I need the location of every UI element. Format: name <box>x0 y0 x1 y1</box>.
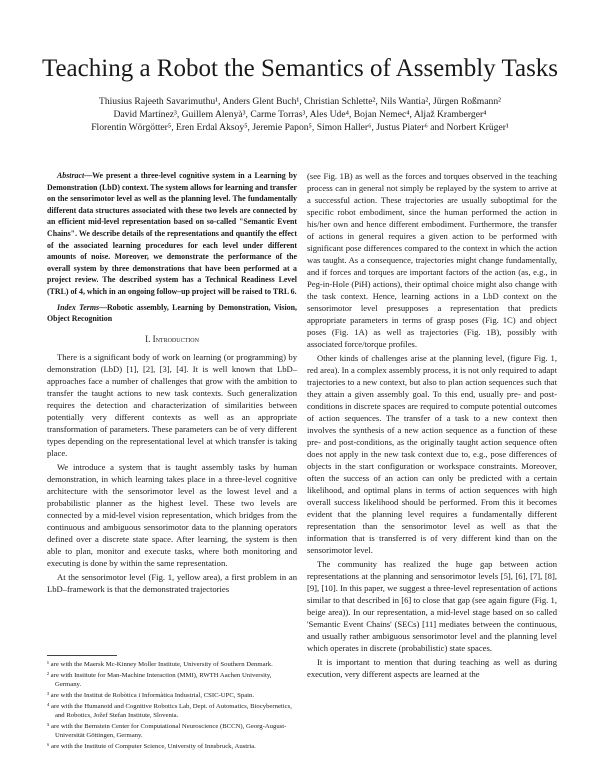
section-heading: I. Introduction <box>145 333 199 344</box>
author-line: Florentin Wörgötter⁵, Eren Erdal Aksoy⁵, Jeremie Papon⁵, Simon Haller⁶, Justus Piater⁶ and Norbert Krüger¹ <box>91 122 509 133</box>
footnote: ⁵ are with the Bernstein Center for Computational Neuroscience (BCCN), Georg-August-Universität Göttingen, Germany. <box>47 723 287 739</box>
author-line: David Martínez³, Guillem Alenyà³, Carme Torras³, Ales Ude⁴, Bojan Nemec⁴, Aljaž Kramberger⁴ <box>113 109 487 120</box>
paragraph: At the sensorimotor level (Fig. 1, yellow area), a first problem in an LbD–framework is that the demonstrated trajectories <box>47 571 297 594</box>
footnote: ¹ are with the Maersk Mc-Kinney Moller Institute, University of Southern Denmark. <box>47 661 273 668</box>
paragraph: There is a significant body of work on learning (or programming) by demonstration (LbD) [1], [2], [3], [4]. It is well known that LbD–approaches face a number of challenges that grow with the ambition to transfer the taught actions to new task contexts. Such generalization requires the detection and characterization of similarities between potentially very different contexts as well as an appropriate transformation of parameters. These parameters can be of very different types depending on the representational level at which transfer is taking place. <box>47 351 297 458</box>
paragraph: We introduce a system that is taught assembly tasks by human demonstration, in which learning takes place in a three-level cognitive architecture with the sensorimotor level as the lowest level and a probabilistic planner as the highest level. These two levels are connected by a mid-level vision representation, which bridges from the continuous and ambiguous sensorimotor data to the planning operators defined over a discrete state space. After learning, the system is then able to plan, monitor and execute tasks, where both monitoring and executing is done by within the same representation. <box>47 461 297 568</box>
paragraph: It is important to mention that during teaching as well as during execution, very different aspects are learned at the <box>307 657 557 679</box>
index-terms-label: Index Terms <box>57 302 100 312</box>
author-line: Thiusius Rajeeth Savarimuthu¹, Anders Glent Buch¹, Christian Schlette², Nils Wantia², Jürgen Roßmann² <box>98 96 502 107</box>
right-column <box>307 170 557 682</box>
left-column <box>47 170 297 597</box>
footnote: ⁴ are with the Humanoid and Cognitive Robotics Lab, Dept. of Automatics, Biocybernetics, and Robotics, Jožef Stefan Institute, Slovenia. <box>47 703 292 719</box>
paragraph: The community has realized the huge gap between action representations at the planning and sensorimotor levels [5], [6], [7], [8], [9], [10]. In this paper, we suggest a three-level representation of actions similar to that described in [6] to close that gap (see again figure (Fig. 1, beige area)). In our representation, a mid-level stage based on so called 'Semantic Event Chains' (SECs) [11] mediates between the continuous, and usually rather ambiguous sensorimotor level and the planning level which operates in discrete (probabilistic) state spaces. <box>307 559 557 653</box>
footnote: ⁶ are with the Institute of Computer Science, University of Innsbruck, Austria. <box>47 743 256 750</box>
footnotes <box>47 655 297 753</box>
abstract-label: Abstract <box>57 171 85 180</box>
footnote-rule <box>47 655 117 656</box>
footnote: ³ are with the Institut de Robòtica i Informàtica Industrial, CSIC-UPC, Spain. <box>47 692 255 699</box>
paragraph: (see Fig. 1B) as well as the forces and torques observed in the teaching process can in general not simply be replayed by the system to arrive at a successful action. These trajectories are usually suboptimal for the specific robot embodiment, since the human performed the action in his/her own and hence different embodiment. Furthermore, the transfer of actions in general requires a given action to be performed with significant pose differences compared to the context in which the action was taught. As a consequence, trajectories might change fundamentally, and if forces and torques are important factors of the action (as, e.g., in Peg-in-Hole (PiH) actions), their optimal choice might also change with the task context. Hence, learning actions in a LbD context on the sensorimotor level presupposes a representation that predicts appropriate parameters in terms of grasp poses (Fig. 1C) and object poses (Fig. 1A) as well as trajectories (Fig. 1B), possibly with associated force/torque profiles. <box>307 171 557 349</box>
footnote: ² are with Institute for Man-Machine Interaction (MMI), RWTH Aachen University, Germany. <box>47 672 272 688</box>
abstract-text: —We present a three-level cognitive system in a Learning by Demonstration (LbD) context. The system allows for learning and transfer on the sensorimotor level as well as the planning level. The fundamentally different data structures associated with these two levels are connected by an efficient mid-level representation based on so-called "Semantic Event Chains". We describe details of the representations and quantify the effect of the associated learning procedures for each level under different amounts of noise. Moreover, we demonstrate the performance of the overall system by three demonstrations that have been performed at a project review. The described system has a Technical Readiness Level (TRL) of 4, which in an ongoing follow–up project will be raised to TRL 6. <box>47 171 297 296</box>
paragraph: Other kinds of challenges arise at the planning level, (figure Fig. 1, red area). In a complex assembly process, it is not only required to adapt trajectories to a new context, but also to plan action sequences such that they attain a given assembly goal. To this end, usually pre- and post-conditions in discrete spaces are required to compute potential outcomes of action sequences. The transfer of a task to a new context then involves the synthesis of a new action sequence as a function of these pre- and post-conditions, as the originally taught action sequence often does not apply in the new task context due to, e.g., pose differences of objects in the start configuration or workspace constraints. Moreover, often the success of an action can only be predicted with a certain likelihood, and optimal plans in terms of action sequences with high overall success likelihood should be performed. From this it becomes evident that the planning level requires a fundamentally different representation than the sensorimotor level as well as that the information that is transferred is of very different kind than on the sensorimotor level. <box>307 353 557 555</box>
abstract <box>47 170 297 298</box>
paper-title: Teaching a Robot the Semantics of Assembly Tasks <box>41 55 559 82</box>
author-list <box>40 95 560 134</box>
index-terms <box>47 302 297 325</box>
index-terms-text: —Robotic assembly, Learning by Demonstration, Vision, Object Recognition <box>47 302 297 324</box>
